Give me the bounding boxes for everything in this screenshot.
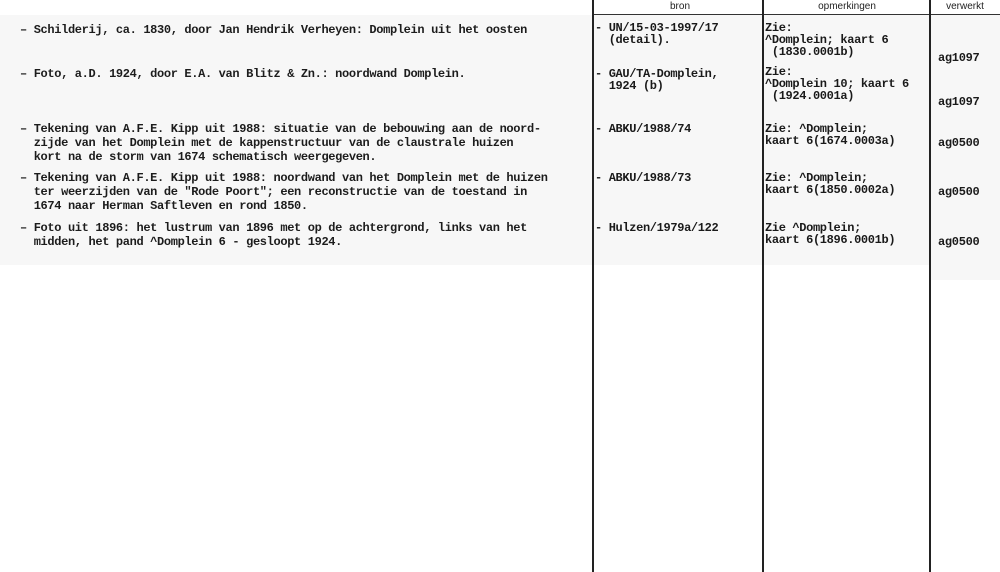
row-description-line: kort na de storm van 1674 schematisch weergegeven. xyxy=(20,150,377,164)
row-description-line: zijde van het Domplein met de kappenstructuur van de claustrale huizen xyxy=(20,136,514,150)
row-bron: - ABKU/1988/74 xyxy=(595,122,691,136)
header-bron: bron xyxy=(669,1,690,12)
row-bron: - GAU/TA-Domplein, 1924 (b) xyxy=(595,67,719,93)
column-rule-verwerkt xyxy=(929,0,931,572)
row-description-line: ter weerzijden van de "Rode Poort"; een reconstructie van de toestand in xyxy=(20,185,527,199)
row-verwerkt: ag0500 xyxy=(938,185,980,199)
row-bron: - UN/15-03-1997/17 (detail). xyxy=(595,21,719,47)
row-opmerkingen: Zie: ^Domplein; kaart 6(1850.0002a) xyxy=(765,171,896,197)
row-verwerkt: ag0500 xyxy=(938,136,980,150)
row-description-line: midden, het pand ^Domplein 6 - gesloopt 1924. xyxy=(20,235,343,249)
row-opmerkingen: Zie: ^Domplein; kaart 6 (1830.0001b) xyxy=(765,21,889,59)
row-description-line: 1674 naar Herman Saftleven en rond 1850. xyxy=(20,199,308,213)
header-opmerkingen: opmerkingen xyxy=(818,1,876,12)
row-description-line: – Tekening van A.F.E. Kipp uit 1988: noordwand van het Domplein met de huizen xyxy=(20,171,548,185)
column-rule-bron xyxy=(592,0,594,572)
row-opmerkingen: Zie: ^Domplein 10; kaart 6 (1924.0001a) xyxy=(765,65,909,103)
row-verwerkt: ag1097 xyxy=(938,95,980,109)
row-description-line: – Foto uit 1896: het lustrum van 1896 met op de achtergrond, links van het xyxy=(20,221,527,235)
column-rule-opmerkingen xyxy=(762,0,764,572)
row-description-line: – Tekening van A.F.E. Kipp uit 1988: situatie van de bebouwing aan de noord- xyxy=(20,122,541,136)
row-description-line: – Schilderij, ca. 1830, door Jan Hendrik Verheyen: Domplein uit het oosten xyxy=(20,23,527,37)
header-rule xyxy=(594,14,1000,15)
row-verwerkt: ag0500 xyxy=(938,235,980,249)
row-bron: - Hulzen/1979a/122 xyxy=(595,221,719,235)
row-description-line: – Foto, a.D. 1924, door E.A. van Blitz & Zn.: noordwand Domplein. xyxy=(20,67,466,81)
row-bron: - ABKU/1988/73 xyxy=(595,171,691,185)
row-verwerkt: ag1097 xyxy=(938,51,980,65)
header-verwerkt: verwerkt xyxy=(946,1,984,12)
row-opmerkingen: Zie: ^Domplein; kaart 6(1674.0003a) xyxy=(765,122,896,148)
row-opmerkingen: Zie ^Domplein; kaart 6(1896.0001b) xyxy=(765,221,896,247)
